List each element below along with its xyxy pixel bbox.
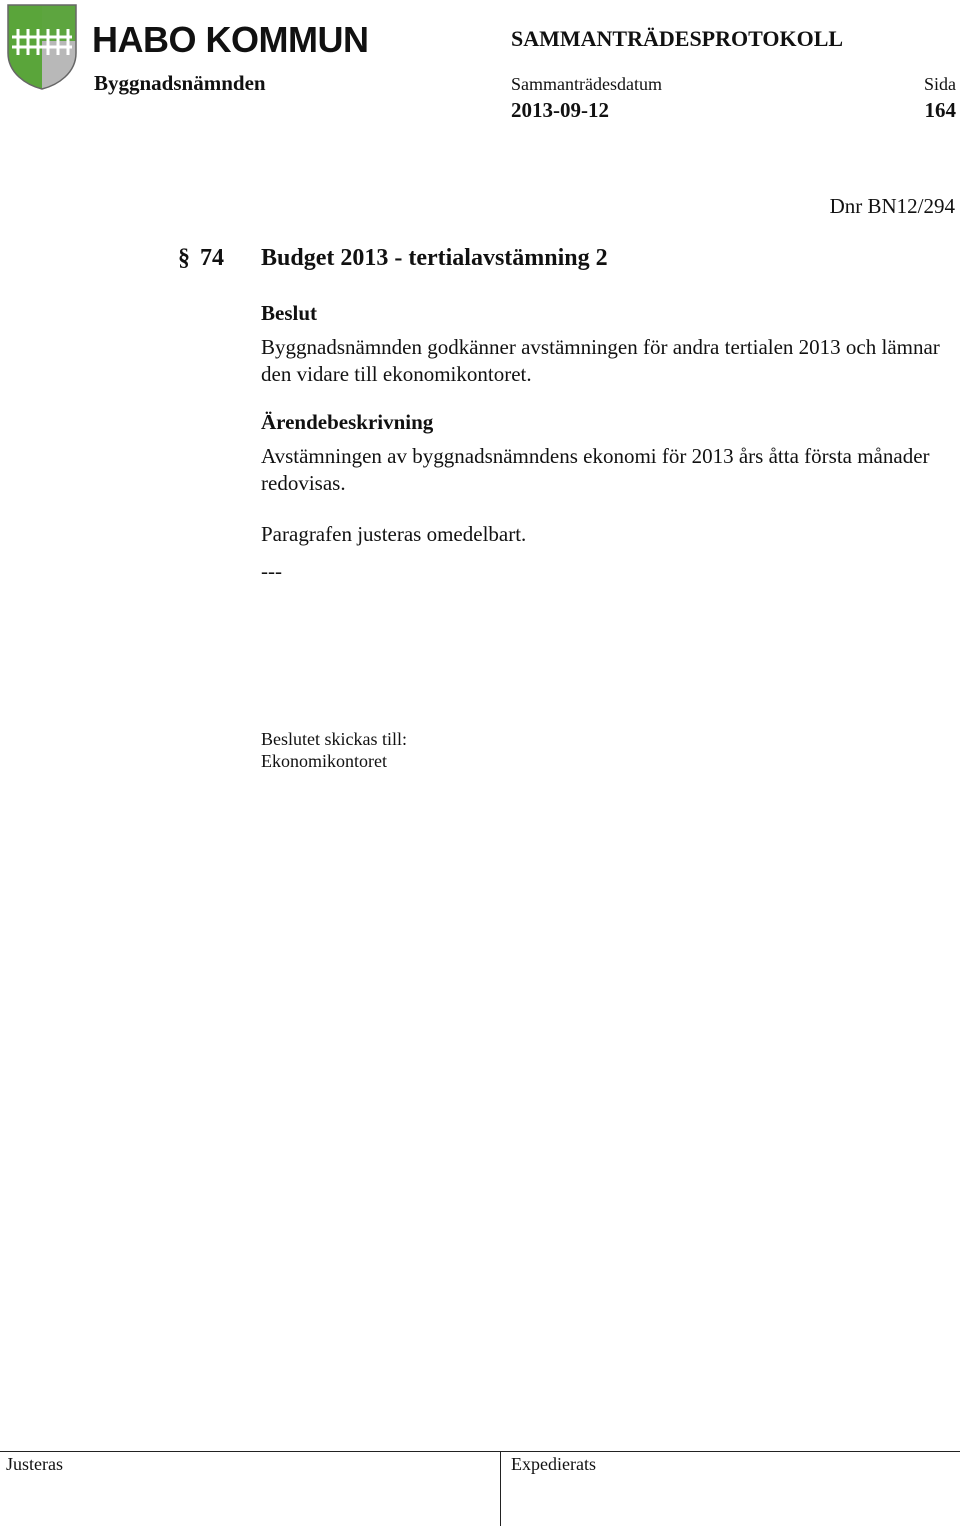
distribution-label: Beslutet skickas till: — [261, 729, 407, 749]
paragraph-sign: § — [178, 245, 190, 271]
meeting-date-value: 2013-09-12 — [511, 98, 609, 122]
minutes-body — [261, 300, 951, 585]
decision-heading: Beslut — [261, 301, 318, 325]
committee-name: Byggnadsnämnden — [94, 71, 266, 95]
document-title: SAMMANTRÄDESPROTOKOLL — [511, 26, 844, 51]
paragraph-number: 74 — [200, 245, 224, 271]
distribution — [261, 728, 407, 772]
footer-column-divider — [500, 1451, 501, 1526]
justification-text: Paragrafen justeras omedelbart. — [261, 522, 527, 546]
footer-justeras-label: Justeras — [6, 1454, 63, 1474]
description-heading: Ärendebeskrivning — [261, 410, 434, 434]
coat-of-arms-icon — [6, 3, 78, 91]
case-title: Budget 2013 - tertialavstämning 2 — [261, 245, 608, 271]
description-text: Avstämningen av byggnadsnämndens ekonomi för 2013 års åtta första månader redovisas. — [261, 444, 930, 495]
distribution-recipient: Ekonomikontoret — [261, 751, 387, 771]
case-reference: Dnr BN12/294 — [829, 194, 955, 218]
footer-expedierats-label: Expedierats — [511, 1454, 596, 1474]
separator: --- — [261, 559, 282, 583]
page-label: Sida — [923, 74, 956, 94]
meeting-date-label: Sammanträdesdatum — [511, 74, 662, 94]
page-number: 164 — [924, 98, 956, 122]
footer-divider — [0, 1451, 960, 1452]
decision-text: Byggnadsnämnden godkänner avstämningen för andra tertialen 2013 och lämnar den vidare till ekonomikontoret. — [261, 335, 940, 386]
municipality-name: HABO KOMMUN — [92, 19, 369, 60]
